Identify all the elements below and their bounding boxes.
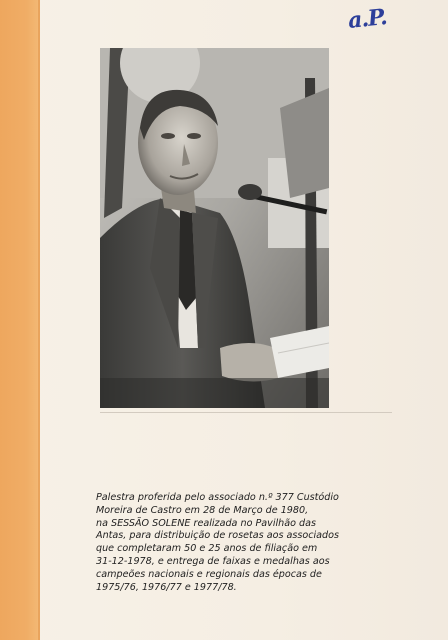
orange-side-band [0, 0, 38, 640]
photo-caption [96, 492, 386, 594]
speaker-photograph [100, 48, 329, 408]
handwritten-monogram: a.P. [346, 4, 388, 34]
caption-line: Antas, para distribuição de rosetas aos associados [96, 530, 340, 542]
caption-line: Moreira de Castro em 28 de Março de 1980, [96, 504, 309, 516]
horizontal-rule [100, 412, 392, 413]
caption-line: 1975/76, 1976/77 e 1977/78. [96, 581, 237, 593]
caption-line: que completaram 50 e 25 anos de filiação em [96, 543, 318, 555]
caption-line: 31-12-1978, e entrega de faixas e medalhas aos [96, 555, 330, 567]
caption-line: na SESSÃO SOLENE realizada no Pavilhão das [96, 517, 317, 529]
caption-line: campeões nacionais e regionais das épocas de [96, 568, 322, 580]
side-band-edge [38, 0, 40, 640]
caption-line: Palestra proferida pelo associado n.º 377 Custódio [96, 492, 339, 503]
